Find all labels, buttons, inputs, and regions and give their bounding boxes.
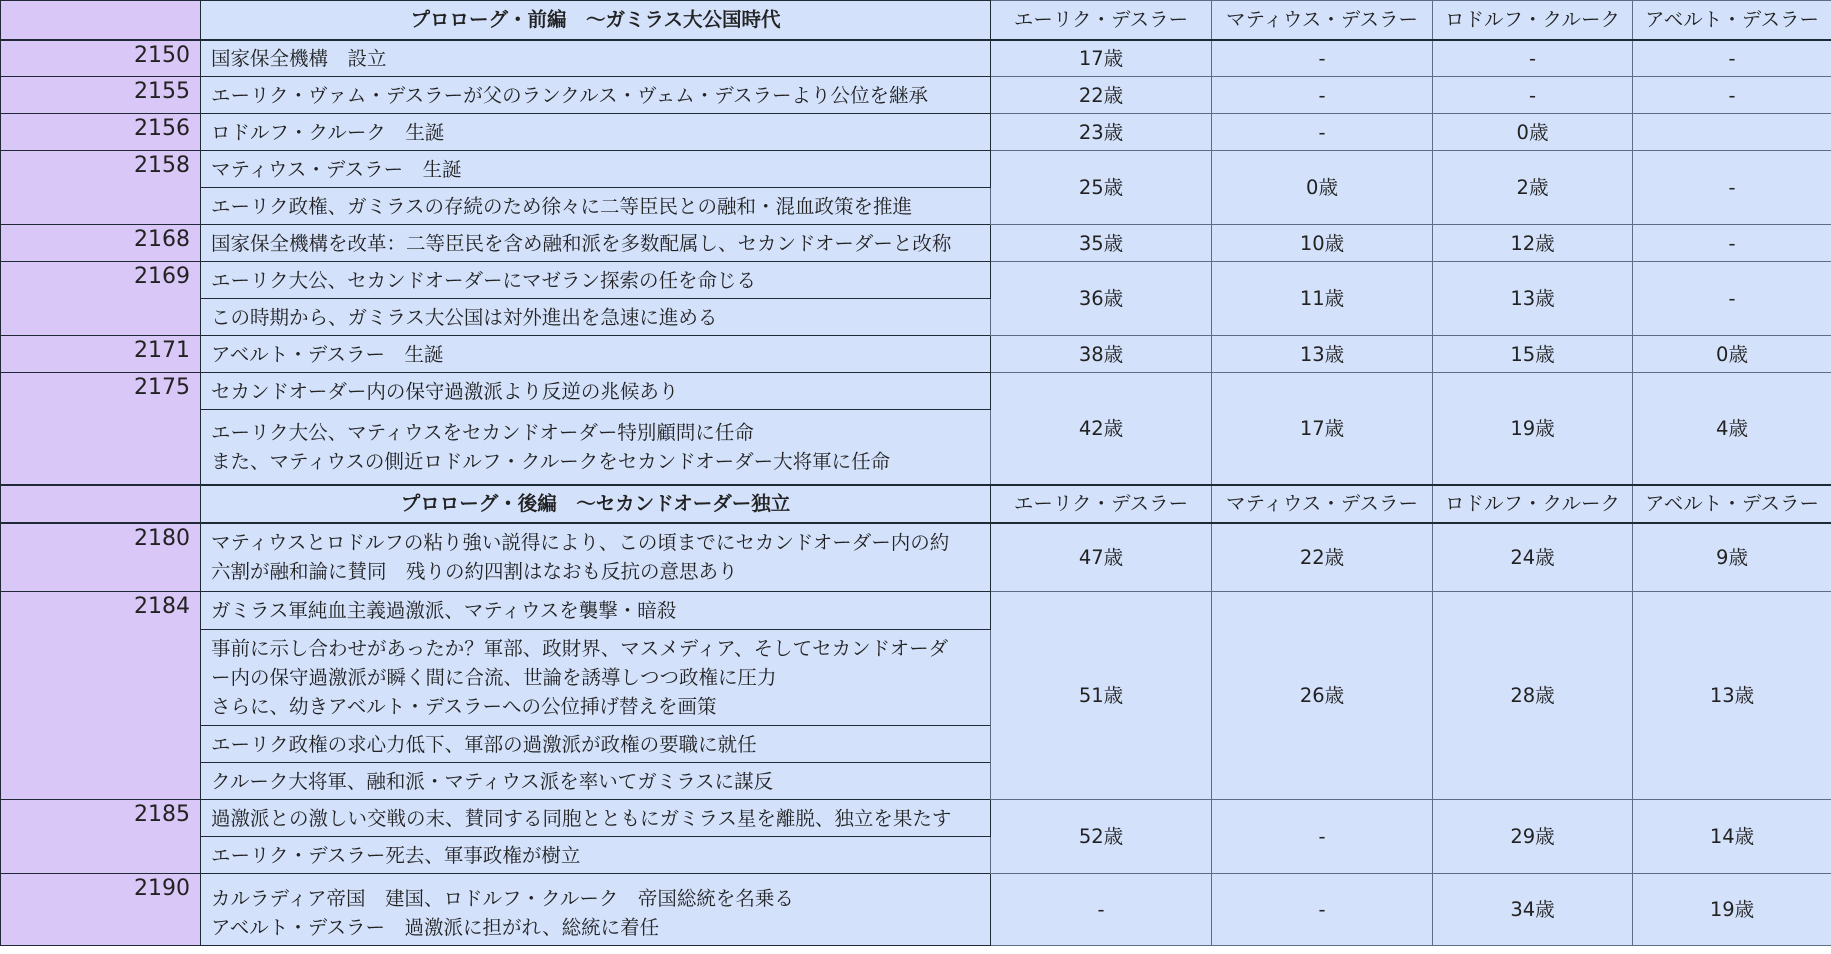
age-rodolf: 29歳 [1433,800,1633,874]
age-abelt: 19歳 [1633,874,1831,946]
age-rodolf: 24歳 [1433,523,1633,592]
part2-title: プロローグ・後編 ～セカンドオーダー独立 [201,485,991,523]
age-matius: - [1212,874,1433,946]
age-abelt: 9歳 [1633,523,1831,592]
col-header-rodolf: ロドルフ・クルーク [1433,485,1633,523]
year-cell: 2155 [1,77,201,114]
age-abelt: - [1633,77,1831,114]
part1-title: プロローグ・前編 ～ガミラス大公国時代 [201,1,991,40]
age-rodolf: 0歳 [1433,114,1633,151]
age-erik: 22歳 [991,77,1212,114]
event-line: 事前に示し合わせがあったか？軍部、政財界、マスメディア、そしてセカンドオーダ [211,637,949,660]
age-rodolf: - [1433,77,1633,114]
age-matius: - [1212,114,1433,151]
age-matius: - [1212,77,1433,114]
table-row [1,225,1831,262]
age-matius: - [1212,40,1433,77]
table-row [1,373,1831,410]
event-cell [201,874,991,946]
age-rodolf: 15歳 [1433,336,1633,373]
col-header-matius: マティウス・デスラー [1212,485,1433,523]
event-cell: エーリク・ヴァム・デスラーが父のランクルス・ヴェム・デスラーより公位を継承 [201,77,991,114]
table-row [1,77,1831,114]
age-erik: 35歳 [991,225,1212,262]
event-cell: 国家保全機構 設立 [201,40,991,77]
age-matius: 0歳 [1212,151,1433,225]
age-erik: 23歳 [991,114,1212,151]
year-cell: 2190 [1,874,201,946]
age-erik: 25歳 [991,151,1212,225]
part1-header-row [1,1,1831,40]
event-cell: 国家保全機構を改革：二等臣民を含め融和派を多数配属し、セカンドオーダーと改称 [201,225,991,262]
year-cell: 2156 [1,114,201,151]
event-cell: 過激派との激しい交戦の末、賛同する同胞とともにガミラス星を離脱、独立を果たす [201,800,991,837]
age-erik: - [991,874,1212,946]
age-matius: 26歳 [1212,592,1433,800]
year-header-cell [1,485,201,523]
age-erik: 47歳 [991,523,1212,592]
event-cell [201,630,991,726]
table-row [1,336,1831,373]
year-cell: 2184 [1,592,201,800]
age-rodolf: 34歳 [1433,874,1633,946]
table-row [1,151,1831,188]
table-row [1,800,1831,837]
col-header-matius: マティウス・デスラー [1212,1,1433,40]
event-cell: クルーク大将軍、融和派・マティウス派を率いてガミラスに謀反 [201,763,991,800]
age-abelt: 4歳 [1633,373,1831,485]
year-cell: 2150 [1,40,201,77]
age-matius: 11歳 [1212,262,1433,336]
year-cell: 2171 [1,336,201,373]
event-cell: エーリク大公、セカンドオーダーにマゼラン探索の任を命じる [201,262,991,299]
event-cell [201,523,991,592]
col-header-abelt: アベルト・デスラー [1633,485,1831,523]
event-cell: ロドルフ・クルーク 生誕 [201,114,991,151]
age-rodolf: - [1433,40,1633,77]
year-cell: 2158 [1,151,201,225]
table-row [1,523,1831,592]
part2-header-row [1,485,1831,523]
age-erik: 52歳 [991,800,1212,874]
age-matius: 13歳 [1212,336,1433,373]
age-matius: - [1212,800,1433,874]
age-abelt [1633,114,1831,151]
event-line: また、マティウスの側近ロドルフ・クルークをセカンドオーダー大将軍に任命 [211,449,891,473]
age-abelt: - [1633,151,1831,225]
age-matius: 22歳 [1212,523,1433,592]
table-row [1,114,1831,151]
event-line: アベルト・デスラー 過激派に担がれ、総統に着任 [211,915,660,939]
age-erik: 51歳 [991,592,1212,800]
age-erik: 38歳 [991,336,1212,373]
event-cell: エーリク政権の求心力低下、軍部の過激派が政権の要職に就任 [201,726,991,763]
col-header-erik: エーリク・デスラー [991,1,1212,40]
col-header-abelt: アベルト・デスラー [1633,1,1831,40]
age-abelt: - [1633,225,1831,262]
event-line: ー内の保守過激派が瞬く間に合流、世論を誘導しつつ政権に圧力 [211,666,777,689]
event-line: マティウスとロドルフの粘り強い説得により、この頃までにセカンドオーダー内の約 [211,531,950,555]
table-row [1,262,1831,299]
year-cell: 2180 [1,523,201,592]
age-erik: 36歳 [991,262,1212,336]
event-line: カルラディア帝国 建国、ロドルフ・クルーク 帝国総統を名乗る [211,886,794,910]
event-line: さらに、幼きアベルト・デスラーへの公位挿げ替えを画策 [211,695,717,718]
event-cell: エーリク政権、ガミラスの存続のため徐々に二等臣民との融和・混血政策を推進 [201,188,991,225]
age-erik: 42歳 [991,373,1212,485]
col-header-erik: エーリク・デスラー [991,485,1212,523]
age-abelt: 13歳 [1633,592,1831,800]
event-cell: マティウス・デスラー 生誕 [201,151,991,188]
table-row [1,40,1831,77]
age-abelt: 0歳 [1633,336,1831,373]
table-row [1,874,1831,946]
age-abelt: - [1633,40,1831,77]
age-rodolf: 28歳 [1433,592,1633,800]
age-matius: 17歳 [1212,373,1433,485]
year-cell: 2185 [1,800,201,874]
year-cell: 2175 [1,373,201,485]
age-rodolf: 13歳 [1433,262,1633,336]
year-cell: 2168 [1,225,201,262]
table-row [1,592,1831,630]
event-cell: この時期から、ガミラス大公国は対外進出を急速に進める [201,299,991,336]
year-header-cell [1,1,201,40]
age-rodolf: 19歳 [1433,373,1633,485]
event-cell: セカンドオーダー内の保守過激派より反逆の兆候あり [201,373,991,410]
age-abelt: 14歳 [1633,800,1831,874]
event-cell: エーリク・デスラー死去、軍事政権が樹立 [201,837,991,874]
event-cell [201,410,991,485]
event-line: エーリク大公、マティウスをセカンドオーダー特別顧問に任命 [211,420,754,444]
year-cell: 2169 [1,262,201,336]
age-rodolf: 12歳 [1433,225,1633,262]
age-erik: 17歳 [991,40,1212,77]
event-cell: アベルト・デスラー 生誕 [201,336,991,373]
age-rodolf: 2歳 [1433,151,1633,225]
age-abelt: - [1633,262,1831,336]
col-header-rodolf: ロドルフ・クルーク [1433,1,1633,40]
event-cell: ガミラス軍純血主義過激派、マティウスを襲撃・暗殺 [201,592,991,630]
age-matius: 10歳 [1212,225,1433,262]
event-line: 六割が融和論に賛同 残りの約四割はなおも反抗の意思あり [211,560,738,584]
